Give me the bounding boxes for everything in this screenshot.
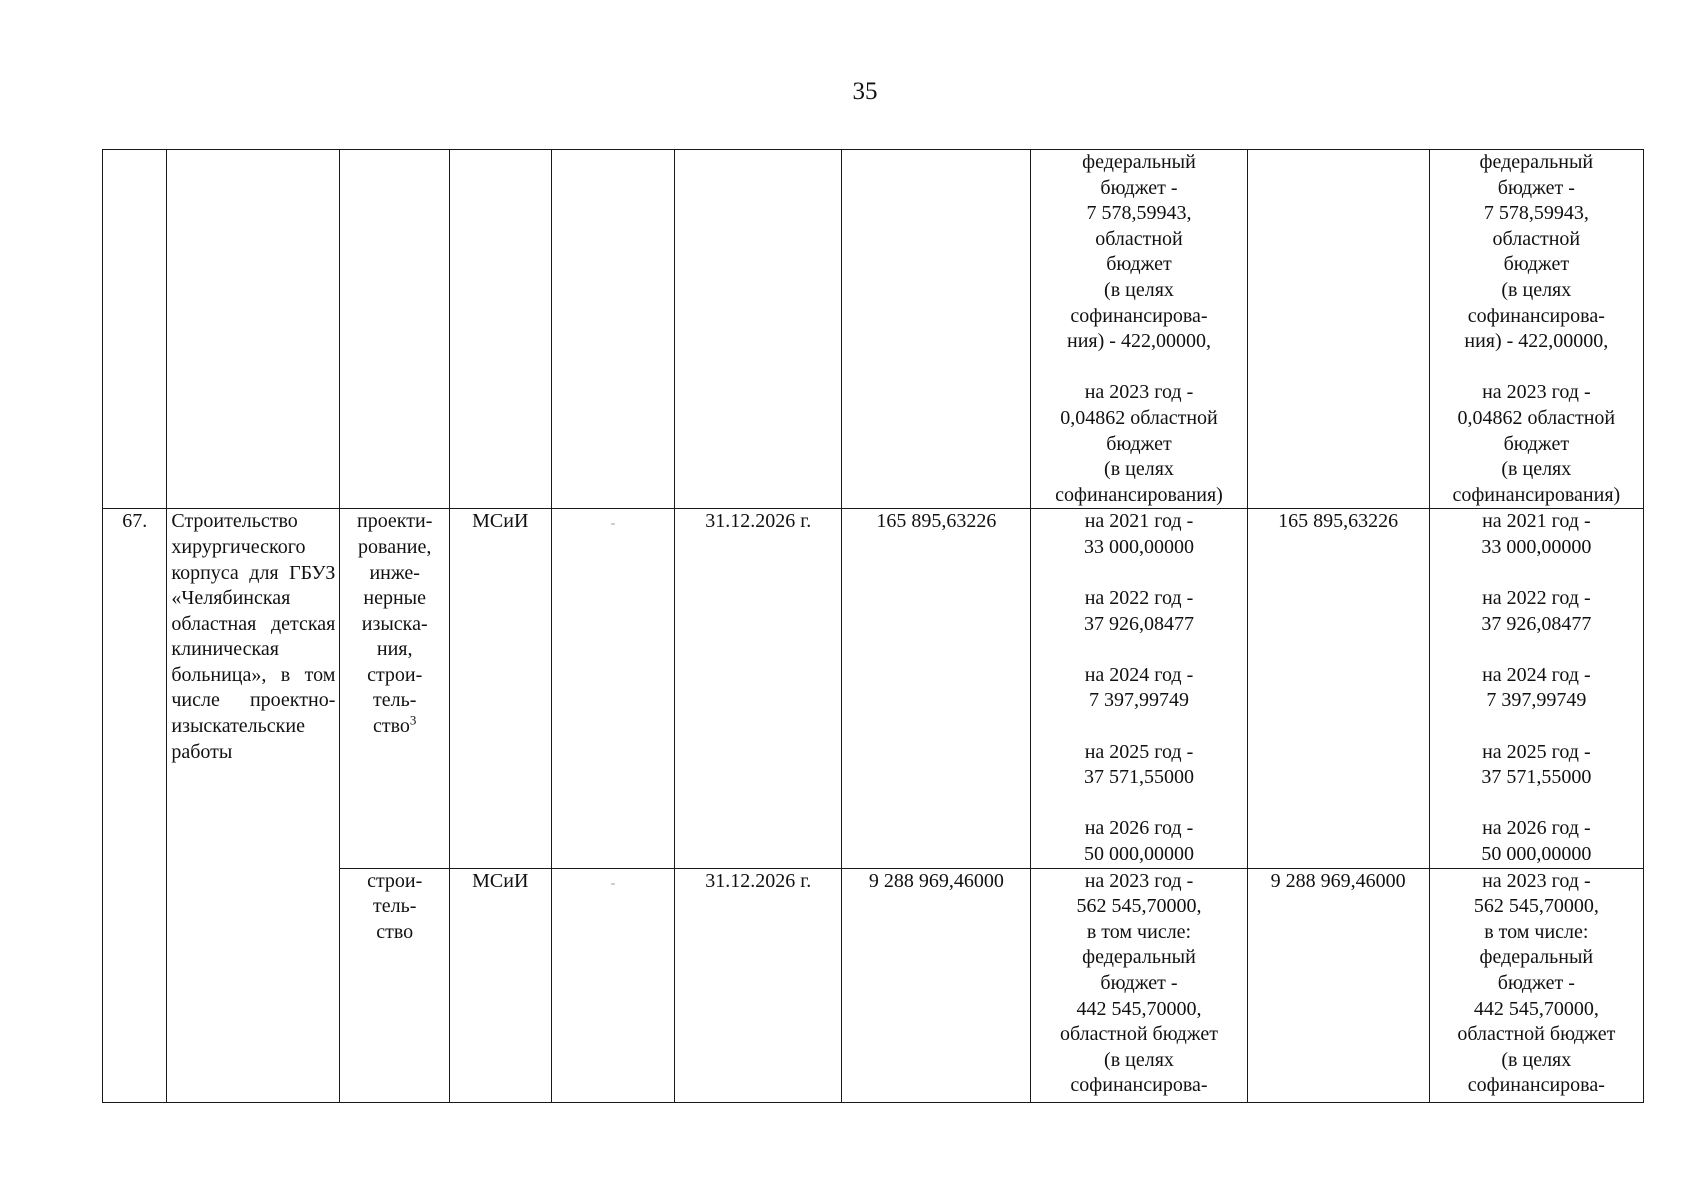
- cell-col5: [551, 150, 675, 509]
- cell-col5: [551, 868, 675, 1102]
- cell-number: 67.: [103, 509, 167, 1102]
- cell-customer: МСиИ: [450, 509, 552, 868]
- cell-cost: 165 895,63226: [842, 509, 1031, 868]
- cell-funding: на 2023 год - 562 545,70000, в том числе: федеральный бюджет - 442 545,70000, областной бюджет (в целях софинансирова-: [1031, 868, 1247, 1102]
- cell-stage: [340, 150, 450, 509]
- cell-cost-2: 9 288 969,46000: [1247, 868, 1429, 1102]
- cell-customer: [450, 150, 552, 509]
- cell-cost-2: 165 895,63226: [1247, 509, 1429, 868]
- cell-deadline: 31.12.2026 г.: [675, 868, 842, 1102]
- cell-customer: МСиИ: [450, 868, 552, 1102]
- cell-number: [103, 150, 167, 509]
- cell-object-name: Строительство хирургического корпуса для ГБУЗ «Челябинская областная детская клиническая больница», в том числе проектно-изыскательские работы: [167, 509, 340, 1102]
- page-number: 35: [852, 78, 878, 105]
- dash-mark: -: [610, 875, 616, 891]
- stage-text: проекти- рование, инже- нерные изыска- ния, строи- тель- ство: [356, 510, 433, 738]
- cell-deadline: 31.12.2026 г.: [675, 509, 842, 868]
- cell-funding-2: на 2023 год - 562 545,70000, в том числе: федеральный бюджет - 442 545,70000, областной бюджет (в целях софинансирова-: [1429, 868, 1643, 1102]
- dash-mark: -: [610, 516, 616, 532]
- footnote-mark: 3: [409, 712, 417, 728]
- cell-object-name: [167, 150, 340, 509]
- table-row: [103, 509, 1644, 868]
- cell-cost-2: [1247, 150, 1429, 509]
- cell-stage: [340, 509, 450, 868]
- table-row: [103, 150, 1644, 509]
- cell-funding-2: федеральный бюджет - 7 578,59943, областной бюджет (в целях софинансирова- ния) - 422,00000, на 2023 год - 0,04862 областной бюджет (в целях софинансирования): [1429, 150, 1643, 509]
- cell-deadline: [675, 150, 842, 509]
- cell-funding: на 2021 год - 33 000,00000 на 2022 год - 37 926,08477 на 2024 год - 7 397,99749 на 2025 год - 37 571,55000 на 2026 год - 50 000,00000: [1031, 509, 1247, 868]
- cell-cost: 9 288 969,46000: [842, 868, 1031, 1102]
- cell-funding: федеральный бюджет - 7 578,59943, областной бюджет (в целях софинансирова- ния) - 422,00000, на 2023 год - 0,04862 областной бюджет (в целях софинансирования): [1031, 150, 1247, 509]
- cell-cost: [842, 150, 1031, 509]
- cell-col5: [551, 509, 675, 868]
- cell-funding-2: на 2021 год - 33 000,00000 на 2022 год - 37 926,08477 на 2024 год - 7 397,99749 на 2025 год - 37 571,55000 на 2026 год - 50 000,00000: [1429, 509, 1643, 868]
- investment-table: [102, 149, 1644, 1103]
- cell-stage: строи- тель- ство: [340, 868, 450, 1102]
